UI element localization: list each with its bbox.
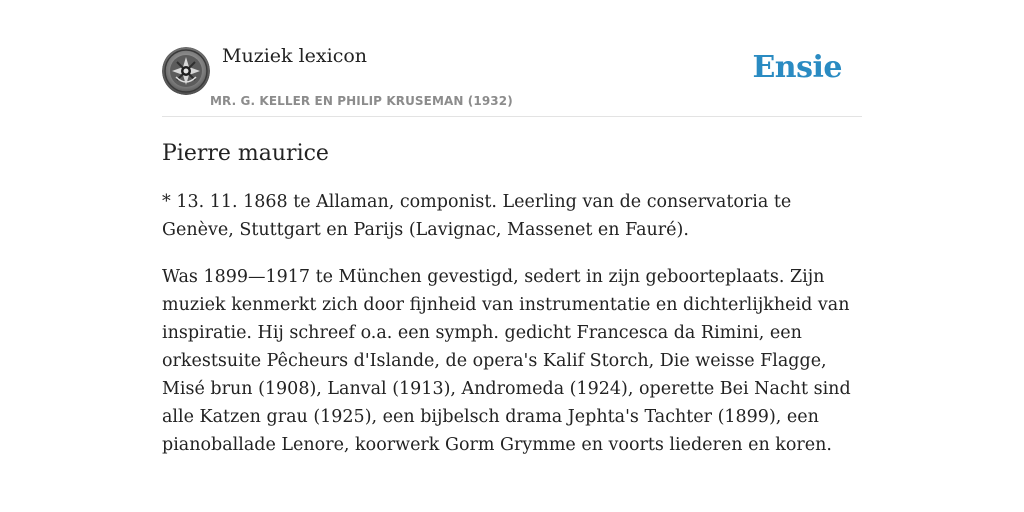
source-authors: MR. G. KELLER EN PHILIP KRUSEMAN (1932) [210,94,513,108]
emblem-logo-icon[interactable] [162,47,210,95]
source-header [162,0,862,117]
article-paragraph-career: Was 1899—1917 te München gevestigd, sedert in zijn geboorteplaats. Zijn muziek kenmerkt zich door fijnheid van instrumentatie en dichterlijkheid van inspiratie. Hij schreef o.a. een symph. gedicht Francesca da Rimini, een orkestsuite Pêcheurs d'Islande, de opera's Kalif Storch, Die weisse Flagge, Misé brun (1908), Lanval (1913), Andromeda (1924), operette Bei Nacht sind alle Katzen grau (1925), een bijbelsch drama Jephta's Tachter (1899), een pianoballade Lenore, koorwerk Gorm Grymme en voorts liederen en koren. [162,267,851,455]
article-paragraph-birth: * 13. 11. 1868 te Allaman, componist. Leerling van de conservatoria te Genève, Stuttgart en Parijs (Lavignac, Massenet en Fauré). [162,192,792,240]
source-title[interactable]: Muziek lexicon [222,45,368,67]
brand-logo-link[interactable]: Ensie [752,50,842,85]
article-title: Pierre maurice [162,141,329,166]
article [162,138,862,478]
